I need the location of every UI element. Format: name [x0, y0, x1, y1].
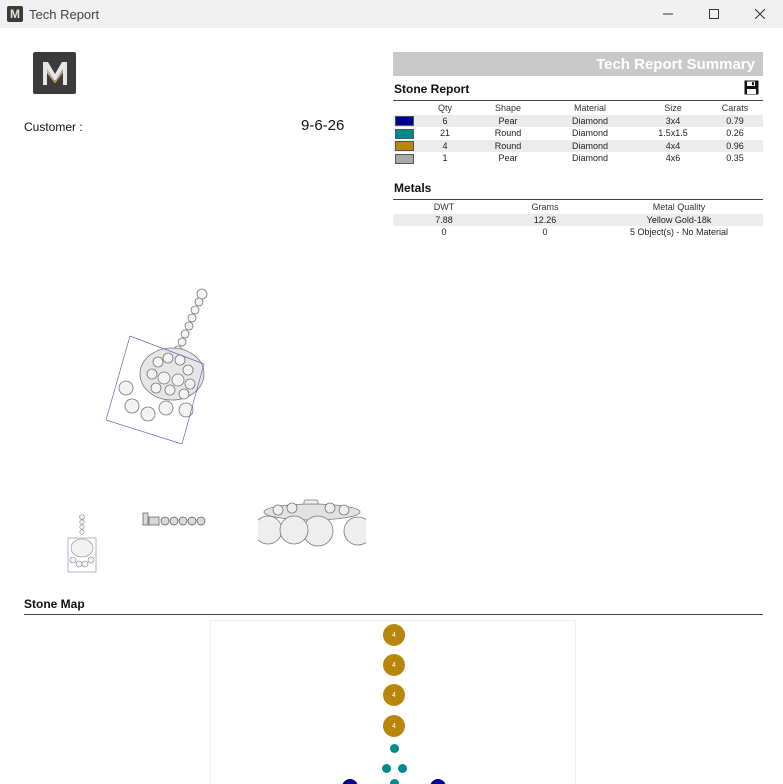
- metal-dwt: 0: [441, 227, 447, 238]
- stone-map-canvas: [210, 620, 576, 784]
- column-header-size: Size: [664, 103, 682, 114]
- metals-table: [393, 201, 763, 239]
- column-header-dwt: DWT: [433, 202, 455, 213]
- small-stone-marker[interactable]: [398, 764, 407, 773]
- stone-size: 3x4: [639, 115, 707, 128]
- stone-material: Diamond: [541, 140, 639, 153]
- stone-qty: 1: [442, 153, 448, 164]
- column-header-material: Material: [573, 103, 606, 114]
- stone-carats: 0.79: [707, 115, 763, 128]
- stone-shape: Pear: [498, 153, 518, 164]
- jewelry-main-render: [100, 282, 220, 452]
- maximize-icon: [709, 9, 719, 19]
- stone-color-swatch: [395, 116, 414, 126]
- metal-quality: 5 Object(s) - No Material: [629, 227, 729, 238]
- summary-header: [393, 52, 763, 76]
- metal-grams: 0: [542, 227, 548, 238]
- report-date: 9-6-26: [301, 117, 345, 134]
- stone-material: Diamond: [571, 128, 609, 139]
- table-row: [393, 140, 763, 153]
- stone-qty: 6: [415, 115, 475, 128]
- maximize-button[interactable]: [691, 0, 737, 28]
- stone-marker[interactable]: 4: [383, 654, 405, 676]
- pear-stone-marker[interactable]: [342, 779, 358, 784]
- column-header-grams: Grams: [531, 202, 559, 213]
- thumbnail-top-view[interactable]: [258, 496, 366, 548]
- thumbnail-front-view[interactable]: [65, 512, 99, 574]
- stone-qty: 21: [439, 128, 450, 139]
- column-header-qty: Qty: [437, 103, 452, 114]
- column-header-metal-quality: Metal Quality: [652, 202, 706, 213]
- metal-dwt: 7.88: [393, 214, 495, 227]
- table-row: [393, 214, 763, 227]
- column-header-color: [393, 102, 415, 115]
- small-stone-marker[interactable]: [390, 744, 399, 753]
- metals-title: Metals: [394, 181, 432, 195]
- stone-carats: 0.35: [726, 153, 744, 164]
- stone-report-header-row: [393, 102, 763, 115]
- stone-marker[interactable]: 4: [383, 624, 405, 646]
- table-row: [393, 127, 763, 140]
- window-controls: [645, 0, 783, 28]
- stone-color-swatch: [395, 154, 414, 164]
- stone-size: 1.5x1.5: [658, 128, 688, 139]
- save-icon[interactable]: [744, 80, 759, 95]
- metals-rule: [393, 199, 763, 200]
- table-row: [393, 115, 763, 128]
- table-row: [393, 152, 763, 165]
- table-row: [393, 226, 763, 239]
- close-icon: [755, 9, 765, 19]
- minimize-icon: [663, 9, 673, 19]
- stone-carats: 0.96: [707, 140, 763, 153]
- stone-map-title: Stone Map: [24, 597, 85, 611]
- stone-report-table: [393, 102, 763, 165]
- minimize-button[interactable]: [645, 0, 691, 28]
- stone-marker[interactable]: 4: [383, 715, 405, 737]
- stone-report-title: Stone Report: [394, 82, 470, 96]
- stone-map-rule: [24, 614, 763, 615]
- stone-shape: Round: [494, 128, 522, 139]
- stone-marker[interactable]: 4: [383, 684, 405, 706]
- small-stone-marker[interactable]: [382, 764, 391, 773]
- stone-color-swatch: [395, 129, 414, 139]
- metal-quality: Yellow Gold-18k: [595, 214, 763, 227]
- pear-stone-marker[interactable]: [430, 779, 446, 784]
- column-header-carats: Carats: [721, 103, 749, 114]
- metal-grams: 12.26: [495, 214, 595, 227]
- title-bar: [0, 0, 783, 28]
- metals-header-row: [393, 201, 763, 214]
- column-header-shape: Shape: [494, 103, 522, 114]
- stone-report-rule: [393, 100, 763, 101]
- stone-size: 4x4: [639, 140, 707, 153]
- close-button[interactable]: [737, 0, 783, 28]
- stone-size: 4x6: [665, 153, 681, 164]
- summary-title: Tech Report Summary: [596, 55, 755, 73]
- stone-shape: Pear: [475, 115, 541, 128]
- logo-m-icon: [40, 59, 70, 87]
- company-logo: [33, 52, 76, 94]
- thumbnail-side-view[interactable]: [141, 510, 211, 528]
- window-title: Tech Report: [29, 6, 100, 22]
- stone-qty: 4: [415, 140, 475, 153]
- stone-carats: 0.26: [726, 128, 744, 139]
- stone-material: Diamond: [541, 115, 639, 128]
- small-stone-marker[interactable]: [390, 779, 399, 784]
- customer-label: Customer :: [24, 120, 83, 134]
- stone-material: Diamond: [571, 153, 609, 164]
- stone-color-swatch: [395, 141, 414, 151]
- stone-shape: Round: [475, 140, 541, 153]
- app-icon: M: [7, 6, 23, 22]
